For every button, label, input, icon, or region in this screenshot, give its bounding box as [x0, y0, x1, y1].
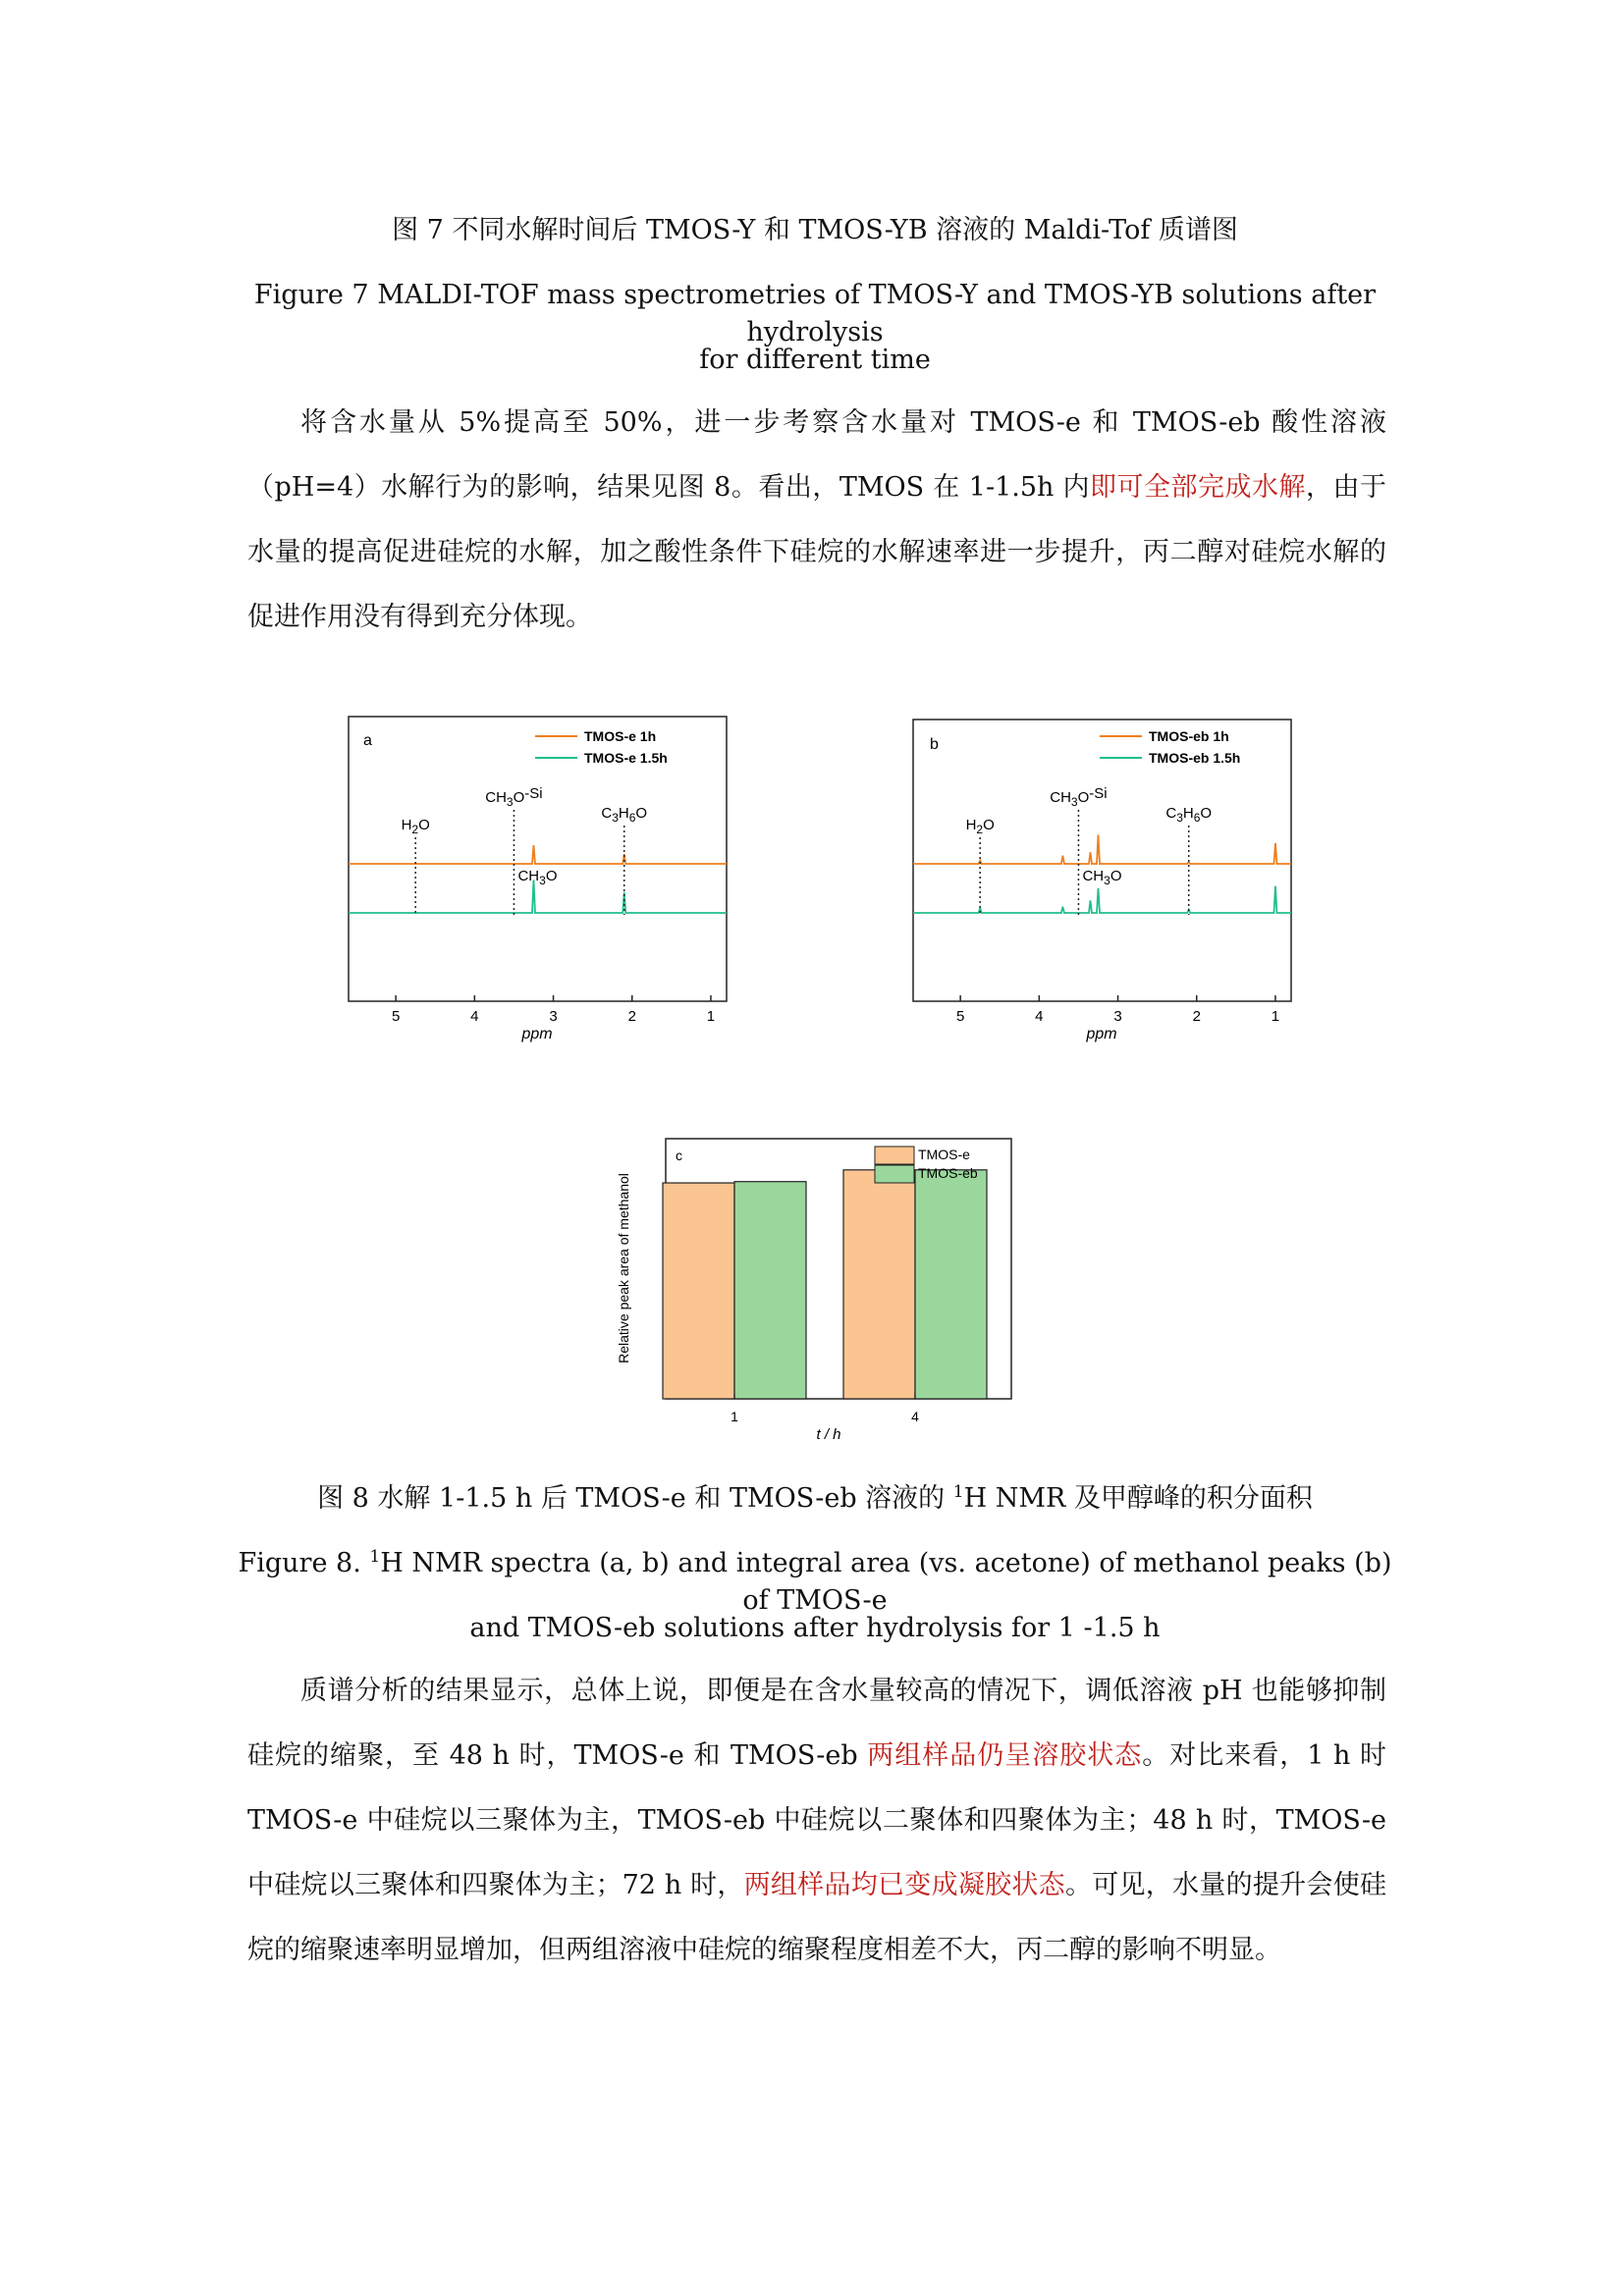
x-axis-label: ppm	[521, 1026, 553, 1042]
x-tick-label: 4	[911, 1409, 919, 1424]
fig8-caption-en-sup: 1	[369, 1547, 381, 1567]
annotations	[402, 785, 648, 915]
x-tick-label: 1	[1271, 1008, 1280, 1025]
x-tick-label: 5	[955, 1008, 965, 1025]
peak-label: $C_3H_6O$	[601, 805, 648, 825]
para2-highlight-1: 两组样品仍呈溶胶状态	[867, 1740, 1143, 1771]
fig8-caption-cn-a: 图 8 水解 1-1.5 h 后 TMOS-e 和 TMOS-eb 溶液的	[317, 1483, 953, 1514]
legend-label: TMOS-e 1.5h	[584, 750, 668, 766]
peak-label: $CH_3O$	[517, 868, 558, 887]
legend-label: TMOS-e	[918, 1147, 970, 1162]
x-tick-label: 4	[1035, 1008, 1044, 1025]
para1-highlight: 即可全部完成水解	[1090, 472, 1307, 503]
legend	[875, 1147, 978, 1183]
spectrum-trace	[913, 835, 1291, 864]
x-ticks	[392, 995, 715, 1025]
paragraph-2	[247, 1659, 1386, 1983]
nmr-chart-b	[889, 712, 1321, 1050]
peak-label: $H_2O$	[965, 817, 995, 836]
paragraph-1	[247, 391, 1386, 650]
x-tick-label: 5	[391, 1008, 401, 1025]
x-tick-label: 4	[470, 1008, 479, 1025]
bar	[663, 1183, 734, 1399]
peak-label: $C_3H_6O$	[1165, 805, 1213, 825]
fig8-caption-cn-sup: 1	[952, 1482, 964, 1502]
x-tick-label: 3	[1113, 1008, 1122, 1025]
fig8-caption-en-line2: and TMOS-eb solutions after hydrolysis for 1 -1.5 h	[469, 1613, 1161, 1643]
peak-label: $CH_3O$	[1082, 868, 1122, 887]
panel-label: c	[676, 1148, 682, 1163]
x-axis-label: ppm	[1086, 1026, 1117, 1042]
para1-text-2: ，由于水量的提高促进硅烷的水解，加之酸性条件下硅烷的水解速率进一步提升，丙二醇对硅烷水解的促进作用没有得到充分体现。	[247, 472, 1387, 632]
legend-label: TMOS-eb 1h	[1149, 728, 1229, 744]
peak-label: $CH_3O-Si$	[1050, 785, 1108, 809]
bar	[734, 1182, 806, 1399]
fig8-caption-en	[236, 1545, 1394, 1620]
peak-label: $H_2O$	[401, 817, 430, 836]
legend-swatch	[875, 1147, 914, 1164]
para1-text-1: 将含水量从 5%提高至 50%，进一步考察含水量对 TMOS-e 和 TMOS-eb 酸性溶液（pH=4）水解行为的影响，结果见图 8。看出，TMOS 在 1-1.5h 内	[247, 407, 1386, 503]
fig7-caption-en-line2: for different time	[699, 345, 931, 375]
peak-label: $CH_3O-Si$	[485, 785, 543, 809]
fig8-caption-cn	[236, 1480, 1394, 1518]
fig8-caption-en-a: Figure 8.	[238, 1548, 370, 1578]
legend-label: TMOS-eb	[918, 1165, 978, 1181]
fig8-caption-cn-b: H NMR 及甲醇峰的积分面积	[963, 1483, 1313, 1514]
annotations	[966, 785, 1213, 915]
bar	[843, 1170, 915, 1399]
spectrum-trace	[913, 886, 1291, 913]
legend	[535, 728, 668, 766]
x-axis-label: t / h	[816, 1426, 841, 1443]
legend-label: TMOS-e 1h	[584, 728, 657, 744]
para2-highlight-2: 两组样品均已变成凝胶状态	[743, 1870, 1065, 1900]
x-tick-label: 1	[706, 1008, 716, 1025]
panel-label: a	[363, 732, 372, 749]
x-tick-label: 1	[731, 1409, 738, 1424]
para2-text-2: 。对比来看，1 h 时 TMOS-e 中硅烷以三聚体为主，TMOS-eb 中硅烷以二聚体和四聚体为主；48 h 时，TMOS-e 中硅烷以三聚体和四聚体为主；72 h 时，	[247, 1740, 1387, 1900]
legend-label: TMOS-eb 1.5h	[1149, 750, 1241, 766]
x-tick-label: 2	[1192, 1008, 1201, 1025]
para2-text-3: 。可见，水量的提升会使硅烷的缩聚速率明显增加，但两组溶液中硅烷的缩聚程度相差不大，丙二醇的影响不明显。	[247, 1870, 1386, 1965]
bar	[915, 1170, 987, 1399]
plot-frame	[349, 717, 727, 1001]
spectrum-trace	[349, 845, 727, 864]
legend	[1100, 728, 1240, 766]
fig7-caption-cn: 图 7 不同水解时间后 TMOS-Y 和 TMOS-YB 溶液的 Maldi-Tof 质谱图	[392, 215, 1238, 245]
spectrum-trace	[349, 880, 727, 913]
nmr-chart-a	[324, 712, 756, 1050]
x-ticks	[956, 995, 1279, 1025]
x-tick-label: 3	[549, 1008, 558, 1025]
para2-text-1: 质谱分析的结果显示，总体上说，即便是在含水量较高的情况下，调低溶液 pH 也能够抑制硅烷的缩聚，至 48 h 时，TMOS-e 和 TMOS-eb	[247, 1676, 1386, 1771]
bars	[663, 1170, 987, 1399]
bar-chart-c	[599, 1129, 1021, 1448]
y-axis-label: Relative peak area of methanol	[616, 1173, 631, 1363]
legend-swatch	[875, 1165, 914, 1183]
fig7-caption-en: Figure 7 MALDI-TOF mass spectrometries of TMOS-Y and TMOS-YB solutions after hydrolysis	[253, 280, 1377, 347]
panel-label: b	[930, 736, 939, 753]
fig8-caption-en-b: H NMR spectra (a, b) and integral area (vs. acetone) of methanol peaks (b) of TMOS-e	[380, 1548, 1392, 1616]
x-tick-label: 2	[627, 1008, 636, 1025]
